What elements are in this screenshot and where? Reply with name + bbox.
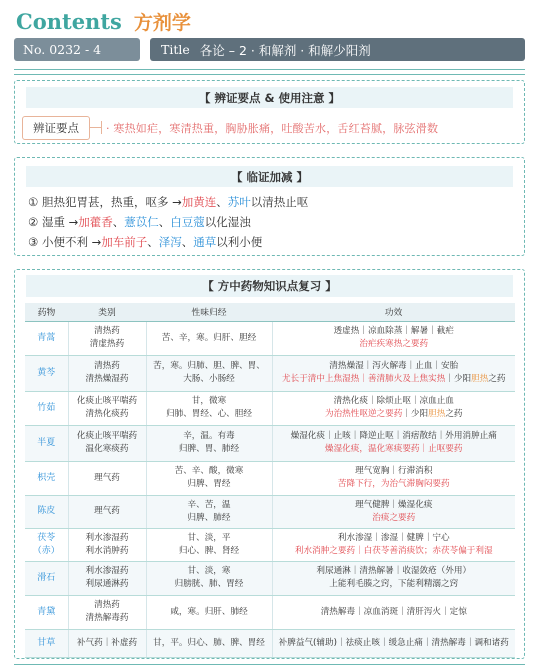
effect-line: 清热化痰｜除烦止呕｜凉血止血 [333,396,454,406]
herb-nature [146,321,272,355]
note-title-bar [150,38,525,61]
effect-line: 清热燥湿｜泻火解毒｜止血｜安胎 [329,361,459,371]
herb-effects [272,561,515,595]
category-line: 清热药 [94,326,120,336]
column-header: 性味归经 [146,303,272,321]
separator: 、 [158,215,171,229]
herb-category [68,629,146,657]
nature-line: 归脾、肺经 [187,512,231,523]
section-heading: 【 临证加减 】 [26,166,513,187]
herb-name: 竹茹 [25,391,68,425]
title-label: Title [161,42,190,57]
effect-line: 燥湿化痰，温化寒痰要药｜止呕要药 [324,444,463,454]
herb-nature [146,355,272,391]
category-line: 温化寒痰药 [85,444,129,454]
category-line: 清热药 [94,361,120,371]
item-text: 以清热止呕 [250,195,309,209]
herb-effects [272,425,515,461]
separator: 、 [112,215,125,229]
effect-line: 理气健脾｜燥湿化痰 [355,499,433,510]
herb-name: 加藿香 [78,215,113,229]
herb-category [68,461,146,495]
separator: 、 [147,235,159,249]
nature-line: 苦、辛、酸，微寒 [174,466,244,476]
herb-name: 苏叶 [227,195,251,209]
contents-title: Contents [16,9,122,34]
herb-nature [146,561,272,595]
herb-effects [272,321,515,355]
category-line: 利水渗湿药 [85,566,129,576]
category-line: 补气药｜补虚药 [76,637,138,648]
key-points-label-box: 辨证要点 [22,116,90,140]
nature-line: 甘、淡，寒 [187,566,231,576]
herb-nature [146,495,272,528]
herb-name: 茯苓（赤） [25,528,68,561]
column-header: 功效 [272,303,515,321]
herb-effects [272,355,515,391]
key-points-section [14,80,525,144]
table-row [25,495,515,528]
herb-effects [272,495,515,528]
herb-effects [272,629,515,657]
category-line: 理气药 [94,472,120,483]
nature-line: 苦、辛，寒。归肝、胆经 [161,332,257,343]
column-header: 药物 [25,303,68,321]
category-line: 化痰止咳平喘药 [76,431,138,441]
effect-line: 治疟疾寒热之要药 [359,339,429,349]
herb-table [25,303,515,658]
nature-line: 甘、淡，平 [187,532,231,543]
herb-name: 泽泻 [158,235,182,249]
effect-line: 补脾益气(辅助)｜祛痰止咳｜缓急止痛｜清热解毒｜调和诸药 [278,637,509,648]
list-item [28,212,518,232]
list-item [28,192,518,212]
note-number-bar [14,38,140,61]
table-row [25,321,515,355]
herb-category [68,425,146,461]
divider [14,74,525,75]
nature-line: 苦，寒。归肺、胆、脾、胃、 [153,361,265,371]
modifications-section [14,157,525,256]
effect-line: 利尿通淋｜清热解暑｜收湿敛疮（外用） [316,566,472,576]
category-line: 利水消肿药 [85,545,129,556]
category-line: 理气药 [94,506,120,516]
herb-category [68,528,146,561]
table-row [25,461,515,495]
herb-effects [272,595,515,629]
divider [14,664,525,665]
table-row [25,425,515,461]
table-header-row [25,303,515,321]
herb-nature [146,391,272,425]
herb-name: 青蒿 [25,321,68,355]
herb-name: 半夏 [25,425,68,461]
key-points-row [22,115,518,141]
nature-line: 甘，微寒 [191,396,227,406]
category-line: 清热化痰药 [85,409,129,419]
herb-category [68,595,146,629]
effect-line: 苦降下行，为治气滞胸闷要药 [337,479,450,489]
item-text: 以化湿浊 [204,215,251,229]
herb-name: 陈皮 [25,495,68,528]
effect-line: 理气宽胸｜行滞消积 [355,466,433,476]
effect-line: 上能利毛腠之窍，下能利精溺之窍 [329,579,459,589]
nature-line: 辛、苦，温 [187,499,231,510]
effect-line: 利水消肿之要药｜白茯苓善消痰饮；赤茯苓偏于利湿 [294,545,493,556]
item-text: ③ 小便不利 → [28,235,102,249]
effect-line: 清热解毒｜凉血消斑｜清肝泻火｜定惊 [320,606,467,617]
nature-line: 甘，平。归心、肺、脾、胃经 [153,637,265,648]
nature-line: 辛，温。有毒 [183,431,235,441]
category-line: 利尿通淋药 [85,579,129,589]
herb-name: 青黛 [25,595,68,629]
herb-category [68,561,146,595]
note-title: 各论 – 2 · 和解剂 · 和解少阳剂 [199,42,371,58]
table-row [25,561,515,595]
section-heading: 【 辨证要点 & 使用注意 】 [26,87,513,108]
column-header: 类别 [68,303,146,321]
herb-name: 白豆蔻 [170,215,205,229]
herb-effects [272,391,515,425]
effect-line: 利水渗湿｜渗湿｜健脾｜宁心 [337,532,450,543]
herb-category [68,355,146,391]
herb-nature [146,595,272,629]
category-line: 清热药 [94,600,120,610]
connector [90,121,106,135]
effect-line: 透虚热｜凉血除蒸｜解暑｜截疟 [333,326,454,336]
herb-nature [146,425,272,461]
modifications-list [28,192,518,252]
herb-nature [146,528,272,561]
page-header [16,8,191,36]
effect-line: 尤长于清中上焦湿热｜善清肺火及上焦实热｜少阳胆热之药 [282,374,506,384]
herb-category [68,495,146,528]
nature-line: 归脾、胃经 [187,479,231,489]
category-line: 清热解毒药 [85,613,129,623]
effect-line: 燥湿化痰｜止咳｜降逆止呕｜消痞散结｜外用消肿止痛 [290,431,497,441]
nature-line: 大肠、小肠经 [183,374,235,384]
herb-name: 黄芩 [25,355,68,391]
nature-line: 归心、脾、肾经 [178,545,240,556]
section-heading: 【 方中药物知识点复习 】 [26,275,513,297]
note-number: No. 0232 - 4 [23,42,102,57]
herb-effects [272,461,515,495]
table-row [25,629,515,657]
category-line: 清热燥湿药 [85,374,129,384]
herb-name: 薏苡仁 [124,215,159,229]
category-line: 化痰止咳平喘药 [76,396,138,406]
effect-line: 治痰之要药 [372,512,416,523]
item-text: ② 湿重 → [28,215,79,229]
herb-name: 加车前子 [101,235,148,249]
effect-line: 为治热性呕逆之要药｜少阳胆热之药 [324,409,463,419]
subject-title: 方剂学 [133,12,191,34]
table-row [25,355,515,391]
herb-nature [146,461,272,495]
herb-name: 滑石 [25,561,68,595]
herb-name: 通草 [193,235,217,249]
key-points-text: · 寒热如疟，寒清热重，胸胁胀痛，吐酸苦水，舌红苔腻，脉弦滑数 [106,122,439,135]
nature-line: 归肺、胃经、心、胆经 [166,409,252,419]
nature-line: 归脾、胃、肺经 [178,444,240,454]
herb-name: 枳壳 [25,461,68,495]
table-row [25,391,515,425]
herb-category [68,391,146,425]
table-row [25,595,515,629]
separator: 、 [181,235,194,249]
herb-category [68,321,146,355]
herb-name: 甘草 [25,629,68,657]
herb-name: 加黄连 [181,195,217,209]
nature-line: 归膀胱、肺、胃经 [174,579,244,589]
item-text: ① 胆热犯胃甚，热重，呕多 → [28,195,182,209]
category-line: 利水渗湿药 [85,532,129,543]
nature-line: 咸，寒。归肝、肺经 [170,606,248,617]
list-item [28,232,518,252]
herb-review-section [14,269,525,659]
separator: 、 [216,195,228,209]
herb-nature [146,629,272,657]
category-line: 清虚热药 [89,339,125,349]
herb-effects [272,528,515,561]
table-row [25,528,515,561]
divider [14,69,525,70]
item-text: 以利小便 [216,235,263,249]
